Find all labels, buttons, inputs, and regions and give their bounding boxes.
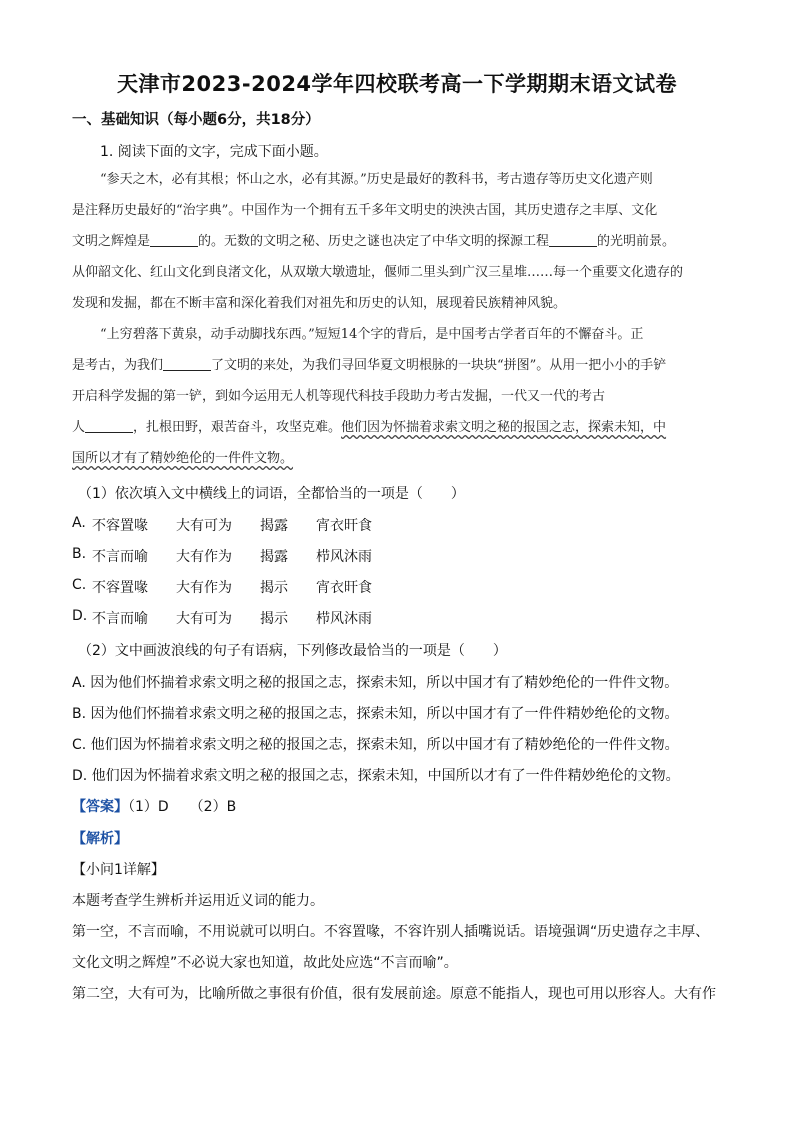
- option-letter: D.: [72, 608, 88, 624]
- option-word: 大有作为: [176, 549, 232, 565]
- passage-line: 从仰韶文化、红山文化到良渚文化，从双墩大墩遗址，偃师二里头到广汉三星堆……每一个重要文化遗存的: [72, 265, 684, 280]
- option-word: 宵衣旰食: [316, 580, 372, 596]
- option-word: 不容置喙: [92, 518, 148, 534]
- option-word: 大有作为: [176, 580, 232, 596]
- wavy-underlined-sentence: 他们因为怀揣着求索文明之秘的报国之志，探索未知，中: [341, 420, 667, 435]
- option-word: 宵衣旰食: [316, 518, 372, 534]
- q2-option-a: A. 因为他们怀揣着求索文明之秘的报国之志，探索未知，所以中国才有了精妙绝伦的一件件文物。: [72, 675, 679, 691]
- option-word: 揭露: [260, 549, 288, 565]
- passage-line: [72, 443, 718, 474]
- passage-text: 文明之辉煌是: [72, 234, 151, 249]
- fill-blank: [163, 356, 211, 371]
- fill-blank: [150, 232, 198, 247]
- q2-option-d: D. 他们因为怀揣着求索文明之秘的报国之志，探索未知，中国所以才有了一件件精妙绝伦的文物。: [72, 768, 680, 784]
- fill-blank: [549, 232, 597, 247]
- passage-line: [72, 412, 718, 443]
- passage-line: [72, 226, 718, 257]
- option-letter: C.: [72, 577, 87, 593]
- passage-text: 是考古，为我们: [72, 358, 164, 373]
- analysis-label: 【解析】: [72, 831, 128, 847]
- explanation-line: 本题考查学生辨析并运用近义词的能力。: [72, 893, 324, 909]
- explanation-line: 文化文明之辉煌”不必说大家也知道，故此处应选“不言而喻”。: [72, 955, 458, 971]
- option-word: 不容置喙: [92, 580, 148, 596]
- passage-text: ，扎根田野，艰苦奋斗，攻坚克难。: [133, 420, 342, 435]
- passage-line: “参天之木，必有其根；怀山之水，必有其源。”历史是最好的教科书，考古遗存等历史文化遗产则: [100, 172, 653, 187]
- option-word: 栉风沐雨: [316, 611, 372, 627]
- option-word: 栉风沐雨: [316, 549, 372, 565]
- section-heading: 一、基础知识（每小题6分，共18分）: [72, 112, 320, 128]
- option-word: 不言而喻: [92, 549, 148, 565]
- q2-option-b: B. 因为他们怀揣着求索文明之秘的报国之志，探索未知，所以中国才有了一件件精妙绝伦的文物。: [72, 706, 679, 722]
- option-word: 大有可为: [176, 518, 232, 534]
- passage-line: “上穷碧落下黄泉，动手动脚找东西。”短短14个字的背后，是中国考古学者百年的不懈奋斗。正: [100, 327, 644, 342]
- option-letter: B.: [72, 546, 87, 562]
- option-word: 揭露: [260, 518, 288, 534]
- q1-stem: （1）依次填入文中横线上的词语，全都恰当的一项是（ ）: [78, 486, 465, 502]
- answer-label: 【答案】: [72, 799, 128, 815]
- passage-text: 了文明的来处，为我们寻回华夏文明根脉的一块块“拼图”。从用一把小小的手铲: [211, 358, 667, 373]
- option-word: 不言而喻: [92, 611, 148, 627]
- option-letter: A.: [72, 515, 86, 531]
- option-word: 揭示: [260, 580, 288, 596]
- sub-question-label: 【小问1详解】: [72, 862, 165, 878]
- exam-title: 天津市2023-2024学年四校联考高一下学期期末语文试卷: [116, 72, 678, 96]
- explanation-line: 第一空，不言而喻，不用说就可以明白。不容置喙，不容许别人插嘴说话。语境强调“历史遗存之丰厚、: [72, 924, 710, 940]
- q2-option-c: C. 他们因为怀揣着求索文明之秘的报国之志，探索未知，所以中国才有了精妙绝伦的一件件文物。: [72, 737, 679, 753]
- fill-blank: [85, 418, 133, 433]
- passage-line: 开启科学发掘的第一铲，到如今运用无人机等现代科技手段助力考古发掘，一代又一代的考古: [72, 389, 606, 404]
- wavy-underlined-sentence: 国所以才有了精妙绝伦的一件件文物。: [72, 451, 294, 466]
- option-word: 揭示: [260, 611, 288, 627]
- passage-text: 的。无数的文明之秘、历史之谜也决定了中华文明的探源工程: [198, 234, 550, 249]
- passage-line: 是注释历史最好的“治字典”。中国作为一个拥有五千多年文明史的泱泱古国，其历史遗存之丰厚、文化: [72, 203, 658, 218]
- answer-line: [72, 796, 236, 816]
- passage-text: 人: [72, 420, 86, 435]
- passage-text: 的光明前景。: [597, 234, 676, 249]
- option-word: 大有可为: [176, 611, 232, 627]
- passage-line: [72, 350, 718, 381]
- explanation-line: 第二空，大有可为，比喻所做之事很有价值，很有发展前途。原意不能指人，现也可用以形容人。大有作: [72, 986, 716, 1002]
- q2-stem: （2）文中画波浪线的句子有语病，下列修改最恰当的一项是（ ）: [78, 643, 507, 659]
- passage-line: 发现和发掘，都在不断丰富和深化着我们对祖先和历史的认知，展现着民族精神风貌。: [72, 296, 567, 311]
- reading-passage: [72, 164, 718, 474]
- question-stem: 1. 阅读下面的文字，完成下面小题。: [100, 144, 328, 160]
- answer-text: （1）D （2）B: [128, 799, 237, 815]
